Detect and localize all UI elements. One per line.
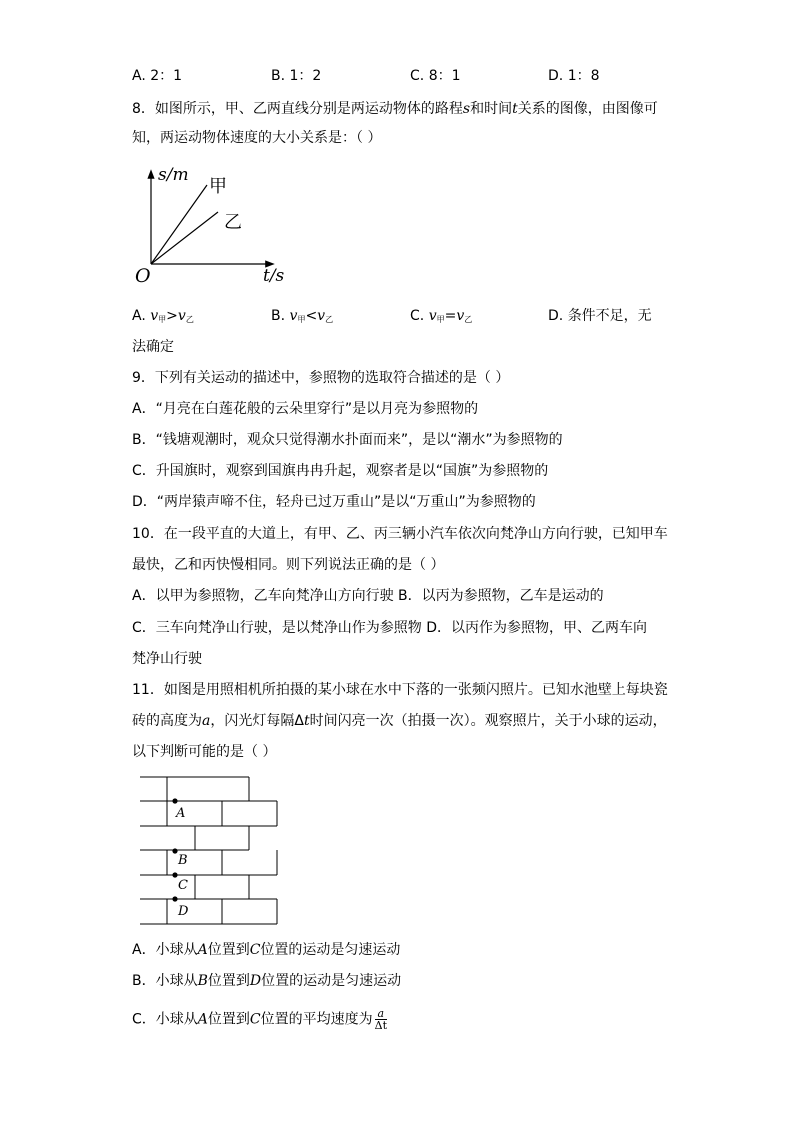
q7-option-b: B. 1：2 (271, 68, 322, 84)
q8-option-d-cont: 法确定 (132, 339, 174, 355)
line-jia (151, 185, 207, 264)
label-c: C (178, 878, 188, 893)
q9-stem: 9．下列有关运动的描述中，参照物的选取符合描述的是（ ） (132, 370, 510, 386)
y-axis-label: s/m (158, 165, 189, 185)
q10-stem-line-2: 最快，乙和丙快慢相同。则下列说法正确的是（ ） (132, 557, 445, 573)
q11-option-b: B．小球从B位置到D位置的运动是匀速运动 (132, 973, 402, 989)
q8-option-c: C. $v_甲=v_乙$ (410, 308, 473, 324)
q11-stem-line-1: 11．如图是用照相机所拍摄的某小球在水中下落的一张频闪照片。已知水池壁上每块瓷 (132, 682, 668, 698)
q11-stem-line-3: 以下判断可能的是（ ） (132, 744, 277, 760)
q10-options-ab: A．以甲为参照物，乙车向梵净山方向行驶 B．以丙为参照物，乙车是运动的 (132, 588, 604, 604)
q10-options-cd-cont: 梵净山行驶 (132, 651, 202, 667)
q9-option-b: B．“钱塘观潮时，观众只觉得潮水扑面而来”，是以“潮水”为参照物的 (132, 432, 563, 448)
ball-position-d (172, 896, 177, 901)
ball-position-c (172, 872, 177, 877)
q9-option-d: D．“两岸猿声啼不住，轻舟已过万重山”是以“万重山”为参照物的 (132, 494, 536, 510)
origin-label: O (135, 265, 151, 287)
ball-position-a (172, 798, 177, 803)
q8-st-graph (132, 160, 302, 290)
jia-label: 甲 (209, 176, 227, 197)
label-b: B (178, 853, 188, 868)
q7-option-d: D. 1：8 (548, 68, 600, 84)
q10-options-cd: C．三车向梵净山行驶，是以梵净山作为参照物 D．以丙作为参照物，甲、乙两车向 (132, 620, 648, 636)
q9-option-c: C．升国旗时，观察到国旗冉冉升起，观察者是以“国旗”为参照物的 (132, 463, 549, 479)
average-velocity-fraction: $\frac{a}{\Delta t}$ (374, 1007, 387, 1032)
q7-option-a: A. 2：1 (132, 68, 183, 84)
label-d: D (178, 904, 189, 919)
x-axis-label: t/s (263, 266, 285, 286)
line-yi (151, 212, 218, 264)
yi-label: 乙 (224, 212, 242, 233)
q8-option-b: B. $v_甲<v_乙$ (271, 308, 334, 324)
q7-option-c: C. 8：1 (410, 68, 461, 84)
q8-stem-line-1: 8．如图所示，甲、乙两直线分别是两运动物体的路程s和时间t关系的图像，由图像可 (132, 101, 658, 117)
q8-option-a: A. $v_甲>v_乙$ (132, 308, 194, 324)
label-a: A (176, 806, 186, 821)
q11-option-c: C．小球从A位置到C位置的平均速度为 $\frac{a}{\Delta t}$ (132, 1007, 387, 1032)
q8-option-d: D. 条件不足，无 (548, 308, 652, 324)
ball-position-b (172, 848, 177, 853)
q11-brick-wall-figure (132, 772, 292, 932)
q11-stem-line-2: 砖的高度为a，闪光灯每隔Δt时间闪亮一次（拍摄一次）。观察照片，关于小球的运动， (132, 713, 667, 729)
q11-option-a: A．小球从A位置到C位置的运动是匀速运动 (132, 942, 401, 958)
q10-stem-line-1: 10．在一段平直的大道上，有甲、乙、丙三辆小汽车依次向梵净山方向行驶，已知甲车 (132, 526, 668, 542)
q9-option-a: A．“月亮在白莲花般的云朵里穿行”是以月亮为参照物的 (132, 401, 479, 417)
q8-stem-line-2: 知，两运动物体速度的大小关系是：（ ） (132, 130, 382, 146)
